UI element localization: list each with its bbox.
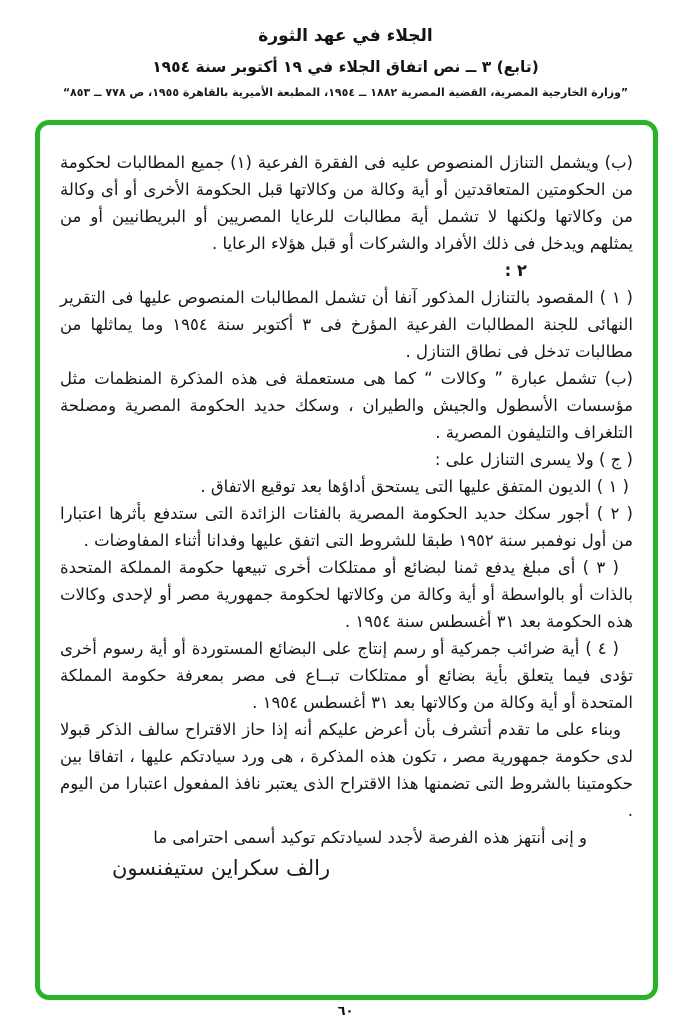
document-title: الجلاء في عهد الثورة: [258, 26, 433, 46]
paragraph-clause-b: (ب) ويشمل التنازل المنصوص عليه فى الفقرة الفرعية (١) جميع المطالبات لحكومة من الحكومتين المتعاقدتين أو أية وكالة من وكالاتها قبل الحكومة الأخرى أو أى وكالة من وكالاتها ولكنها لا تشمل أية مطالبات للرعايا المصريين أو البريطانيين أو من يمثلهم ويدخل فى ذلك الأفراد والشركات أو قبل هؤلاء الرعايا .: [60, 153, 633, 253]
closing-salutation: و إنى أنتهز هذه الفرصة لأجدد لسيادتكم توكيد أسمى احترامى ما: [153, 828, 587, 847]
paragraph-clause-j-1: ( ١ ) الديون المتفق عليها التى يستحق أداؤها بعد توقيع الاتفاق .: [200, 477, 629, 496]
page-number: ٦٠: [337, 1004, 354, 1019]
source-citation: ”وزارة الخارجية المصرية، القضية المصرية ١٨٨٢ ــ ١٩٥٤، المطبعة الأميرية بالقاهرة ١٩٥٥، ص ٧٧٨ ــ ٨٥٣“: [62, 86, 629, 99]
paragraph-clause-j: ( ج ) ولا يسرى التنازل على :: [434, 450, 633, 469]
closing-paragraph: وبناء على ما تقدم أتشرف بأن أعرض عليكم أنه إذا حاز الاقتراح سالف الذكر قبولا لدى حكومة جمهورية مصر ، تكون هذه المذكرة ، هى ورد سيادتكم عليها ، اتفاقا بين حكومتينا بالشروط التى تضمنها هذا الاقتراح الذى يعتبر نافذ المفعول اعتبارا من اليوم .: [60, 720, 633, 820]
paragraph-clause-2-1: ( ١ ) المقصود بالتنازل المذكور آنفا أن تشمل المطالبات المنصوص عليها فى التقرير النهائى للجنة المطالبات الفرعية المؤرخ فى ٣ أكتوبر سنة ١٩٥٤ وما يماثلها من مطالبات تدخل فى نطاق التنازل .: [60, 288, 633, 361]
signature: رالف سكراين ستيفنسون: [112, 856, 331, 880]
paragraph-clause-j-4: ( ٤ ) أية ضرائب جمركية أو رسم إنتاج على البضائع المستوردة أو أية رسوم أخرى تؤدى فيما يتعلق بأية بضائع أو ممتلكات تبــاع فى مصر بمعرفة حكومة المملكة المتحدة أو أية وكالة من وكالاتها بعد ٣١ أغسطس ١٩٥٤ .: [60, 639, 633, 712]
document-header: [0, 0, 691, 99]
paragraph-clause-j-3: ( ٣ ) أى مبلغ يدفع ثمنا لبضائع أو ممتلكات أخرى تبيعها حكومة المملكة المتحدة بالذات أو بالواسطة أو أية وكالة من وكالاتها لحكومة جمهورية مصر أو لإحدى وكالات هذه الحكومة بعد ٣١ أغسطس سنة ١٩٥٤ .: [60, 558, 633, 631]
section-2-heading: ٢ :: [504, 261, 527, 280]
paragraph-clause-2-b: (ب) تشمل عبارة ” وكالات “ كما هى مستعملة فى هذه المذكرة المنظمات مثل مؤسسات الأسطول والجيش والطيران ، وسكك حديد الحكومة المصرية ومصلحة التلغراف والتليفون المصرية .: [60, 369, 633, 442]
document-subtitle: (تابع) ٣ ــ نص اتفاق الجلاء في ١٩ أكتوبر سنة ١٩٥٤: [152, 58, 539, 76]
paragraph-clause-j-2: ( ٢ ) أجور سكك حديد الحكومة المصرية بالفئات الزائدة التى ستدفع بأثرها اعتبارا من أول نوفمبر سنة ١٩٥٢ طبقا للشروط التى اتفق عليها وفدانا أثناء المفاوضات .: [60, 504, 633, 550]
content-frame: [35, 120, 658, 1000]
